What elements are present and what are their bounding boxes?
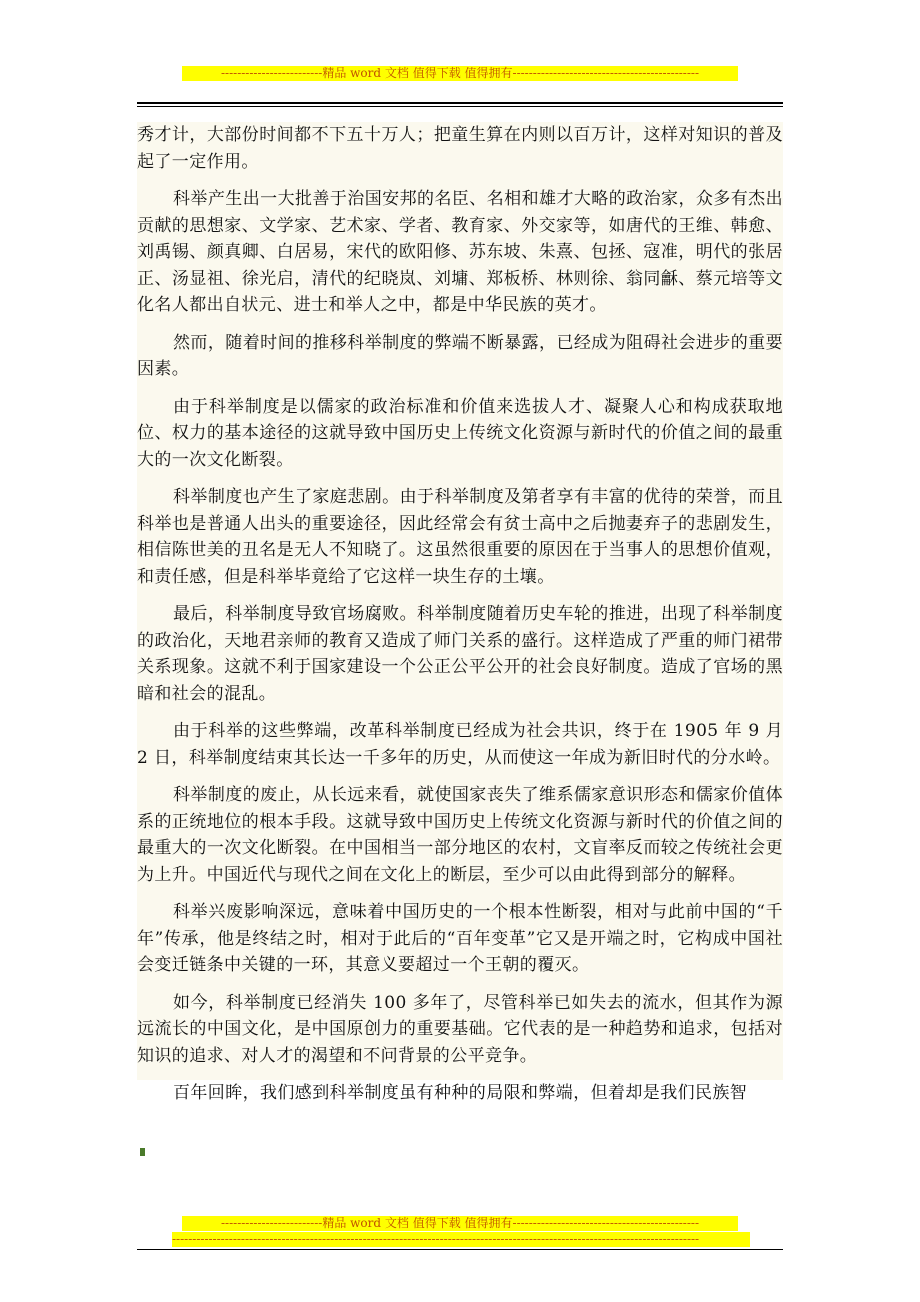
footer-rule <box>137 1249 783 1250</box>
paragraph-9: 科举兴废影响深远，意味着中国历史的一个根本性断裂，相对与此前中国的“千年”传承，他是终结之时，相对于此后的“百年变革”它又是开端之时，它构成中国社会变迁链条中关键的一环，其意义要超过一个王朝的覆灭。 <box>137 902 783 975</box>
small-image-marker <box>140 1148 145 1156</box>
paragraph-5: 科举制度也产生了家庭悲剧。由于科举制度及第者享有丰富的优待的荣誉，而且科举也是普通人出头的重要途径，因此经常会有贫士高中之后抛妻弃子的悲剧发生，相信陈世美的丑名是无人不知晓了。这虽然很重要的原因在于当事人的思想价值观，和责任感，但是科举毕竟给了它这样一块生存的土壤。 <box>137 487 783 587</box>
document-body <box>137 122 783 1111</box>
paragraph-2: 科举产生出一大批善于治国安邦的名臣、名相和雄才大略的政治家，众多有杰出贡献的思想家、文学家、艺术家、学者、教育家、外交家等，如唐代的王维、韩愈、刘禹锡、颜真卿、白居易，宋代的欧阳修、苏东坡、朱熹、包拯、寇准，明代的张居正、汤显祖、徐光启，清代的纪晓岚、刘墉、郑板桥、林则徐、翁同龢、蔡元培等文化名人都出自状元、进士和举人之中，都是中华民族的英才。 <box>137 189 783 315</box>
paragraph-11: 百年回眸，我们感到科举制度虽有种种的局限和弊端，但着却是我们民族智 <box>137 1080 783 1111</box>
paragraph-1: 秀才计，大部份时间都不下五十万人；把童生算在内则以百万计，这样对知识的普及起了一定作用。 <box>137 125 783 172</box>
paragraph-7: 由于科举的这些弊端，改革科举制度已经成为社会共识，终于在 1905 年 9 月 2 日，科举制度结束其长达一千多年的历史，从而使这一年成为新旧时代的分水岭。 <box>137 721 783 768</box>
paragraph-4: 由于科举制度是以儒家的政治标准和价值来选拔人才、凝聚人心和构成获取地位、权力的基本途径的这就导致中国历史上传统文化资源与新时代的价值之间的最重大的一次文化断裂。 <box>137 396 783 470</box>
header-banner: -------------------------精品 word 文档 值得下载 值得拥有---------------------------------------------- <box>182 66 738 81</box>
paragraph-3: 然而，随着时间的推移科举制度的弊端不断暴露，已经成为阻碍社会进步的重要因素。 <box>137 332 783 379</box>
footer-dashes: ---------------------------------------------------------------------------------------------------------------------------------- <box>172 1232 750 1247</box>
paragraph-6: 最后，科举制度导致官场腐败。科举制度随着历史车轮的推进，出现了科举制度的政治化，天地君亲师的教育又造成了师门关系的盛行。这样造成了严重的师门裙带关系现象。这就不利于国家建设一个公正公平公开的社会良好制度。造成了官场的黑暗和社会的混乱。 <box>137 604 783 704</box>
paragraph-8: 科举制度的废止，从长远来看，就使国家丧失了维系儒家意识形态和儒家价值体系的正统地位的根本手段。这就导致中国历史上传统文化资源与新时代的价值之间的最重大的一次文化断裂。在中国相当一部分地区的农村，文盲率反而较之传统社会更为上升。中国近代与现代之间在文化上的断层，至少可以由此得到部分的解释。 <box>137 785 783 885</box>
header-rule-thick <box>137 102 783 104</box>
paragraph-10: 如今，科举制度已经消失 100 多年了，尽管科举已如失去的流水，但其作为源远流长的中国文化，是中国原创力的重要基础。它代表的是一种趋势和追求，包括对知识的追求、对人才的渴望和不问背景的公平竞争。 <box>137 992 783 1066</box>
footer-banner: -------------------------精品 word 文档 值得下载 值得拥有---------------------------------------------- <box>182 1216 738 1231</box>
header-rule-thin <box>137 106 783 107</box>
